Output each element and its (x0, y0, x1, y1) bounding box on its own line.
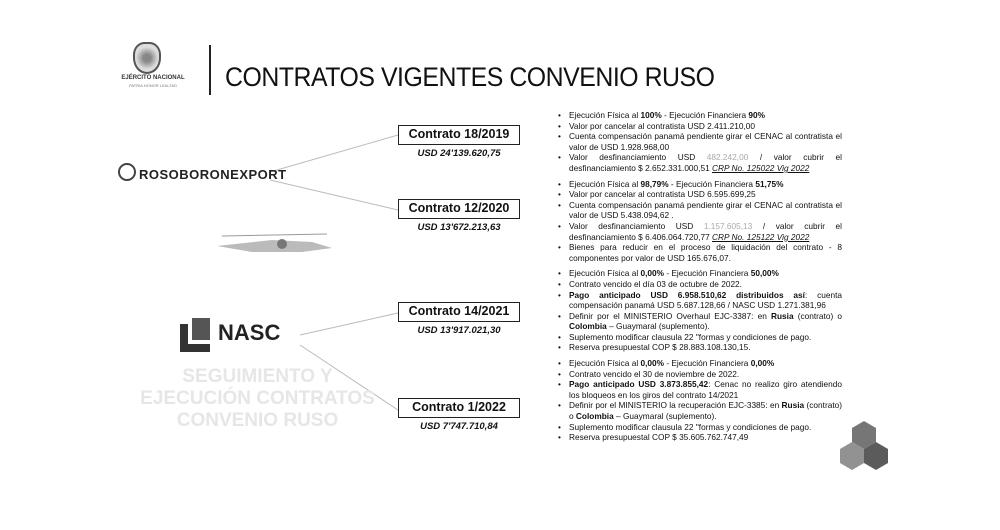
list-item: • Bienes para reducir en el proceso de liquidación del contrato - 8 componentes por valor de USD 165.676,07. (557, 242, 842, 263)
contract-box-1-2022: Contrato 1/2022 (398, 398, 520, 418)
nasc-logo: NASC (218, 320, 281, 345)
hexagon-decoration (840, 421, 888, 470)
list-item: • Suplemento modificar clausula 22 "formas y condiciones de pago. (557, 332, 842, 343)
list-item: • Suplemento modificar clausula 22 "formas y condiciones de pago. (557, 422, 842, 433)
helicopter-image (212, 228, 337, 258)
contract-amount: USD 13'672.213,63 (417, 222, 501, 233)
list-item: • Reserva presupuestal COP $ 28.883.108.130,15. (557, 342, 842, 353)
list-item: • Ejecución Física al 98,79% - Ejecución Financiera 51,75% (557, 179, 842, 190)
list-item: • Contrato vencido el día 03 de octubre de 2022. (557, 279, 842, 290)
contract-details-column (557, 110, 842, 448)
list-item: • Definir por el MINISTERIO la recuperación EJC-3385: en Rusia (contrato) o Colombia – Guaymaral (suplemento). (557, 400, 842, 421)
army-seal-logo (133, 42, 161, 74)
watermark-text: SEGUIMIENTO Y EJECUCIÓN CONTRATOS CONVENIO RUSO (140, 366, 375, 431)
details-contract-18-2019 (557, 110, 842, 174)
list-item: • Pago anticipado USD 3.873.855,42: Cenac no realizo giro atendiendo los bloqueos en los giros del contrato 14/2021 (557, 379, 842, 400)
contract-amount: USD 7'747.710,84 (420, 421, 498, 432)
contract-box-14-2021: Contrato 14/2021 (398, 302, 520, 322)
org-name: EJÉRCITO NACIONAL (121, 75, 185, 81)
list-item: • Valor desfinanciamiento USD 1.157.605,13 / valor cubrir el desfinanciamiento $ 6.406.064.720,77 CRP No. 125122 Vig 2022 (557, 221, 842, 242)
org-motto: PATRIA HONOR LEALTAD (129, 83, 177, 88)
list-item: • Valor por cancelar al contratista USD 2.411.210,00 (557, 121, 842, 132)
list-item: • Contrato vencido el 30 de noviembre de 2022. (557, 369, 842, 380)
list-item: • Ejecución Física al 100% - Ejecución Financiera 90% (557, 110, 842, 121)
list-item: • Ejecución Física al 0,00% - Ejecución Financiera 50,00% (557, 268, 842, 279)
rosoboronexport-logo: ROSOBORONEXPORT (139, 167, 287, 182)
details-contract-12-2020 (557, 179, 842, 264)
title-divider (209, 45, 211, 95)
contract-amount: USD 24'139.620,75 (417, 148, 501, 159)
details-contract-1-2022 (557, 358, 842, 443)
list-item: • Pago anticipado USD 6.958.510,62 distribuidos así: cuenta compensación panamá USD 5.687.128,66 / NASC USD 1.271.381,96 (557, 290, 842, 311)
list-item: • Ejecución Física al 0,00% - Ejecución Financiera 0,00% (557, 358, 842, 369)
list-item: • Definir por el MINISTERIO Overhaul EJC-3387: en Rusia (contrato) o Colombia – Guaymaral (suplemento). (557, 311, 842, 332)
contract-box-12-2020: Contrato 12/2020 (398, 199, 520, 219)
list-item: • Valor por cancelar al contratista USD 6.595.699,25 (557, 189, 842, 200)
contract-box-18-2019: Contrato 18/2019 (398, 125, 520, 145)
nasc-logo-mark (180, 318, 210, 352)
list-item: • Cuenta compensación panamá pendiente girar el CENAC al contratista el valor de USD 5.438.094,62 . (557, 200, 842, 221)
list-item: • Valor desfinanciamiento USD 482.242,00 / valor cubrir el desfinanciamiento $ 2.652.331.000,51 CRP No. 125022 Vig 2022 (557, 152, 842, 173)
page-title: CONTRATOS VIGENTES CONVENIO RUSO (225, 62, 715, 92)
list-item: • Cuenta compensación panamá pendiente girar el CENAC al contratista el valor de USD 1.928.968,00 (557, 131, 842, 152)
list-item: • Reserva presupuestal COP $ 35.605.762.747,49 (557, 432, 842, 443)
contract-amount: USD 13'917.021,30 (417, 325, 501, 336)
details-contract-14-2021 (557, 268, 842, 353)
rosoboronexport-emblem-icon (118, 163, 136, 181)
